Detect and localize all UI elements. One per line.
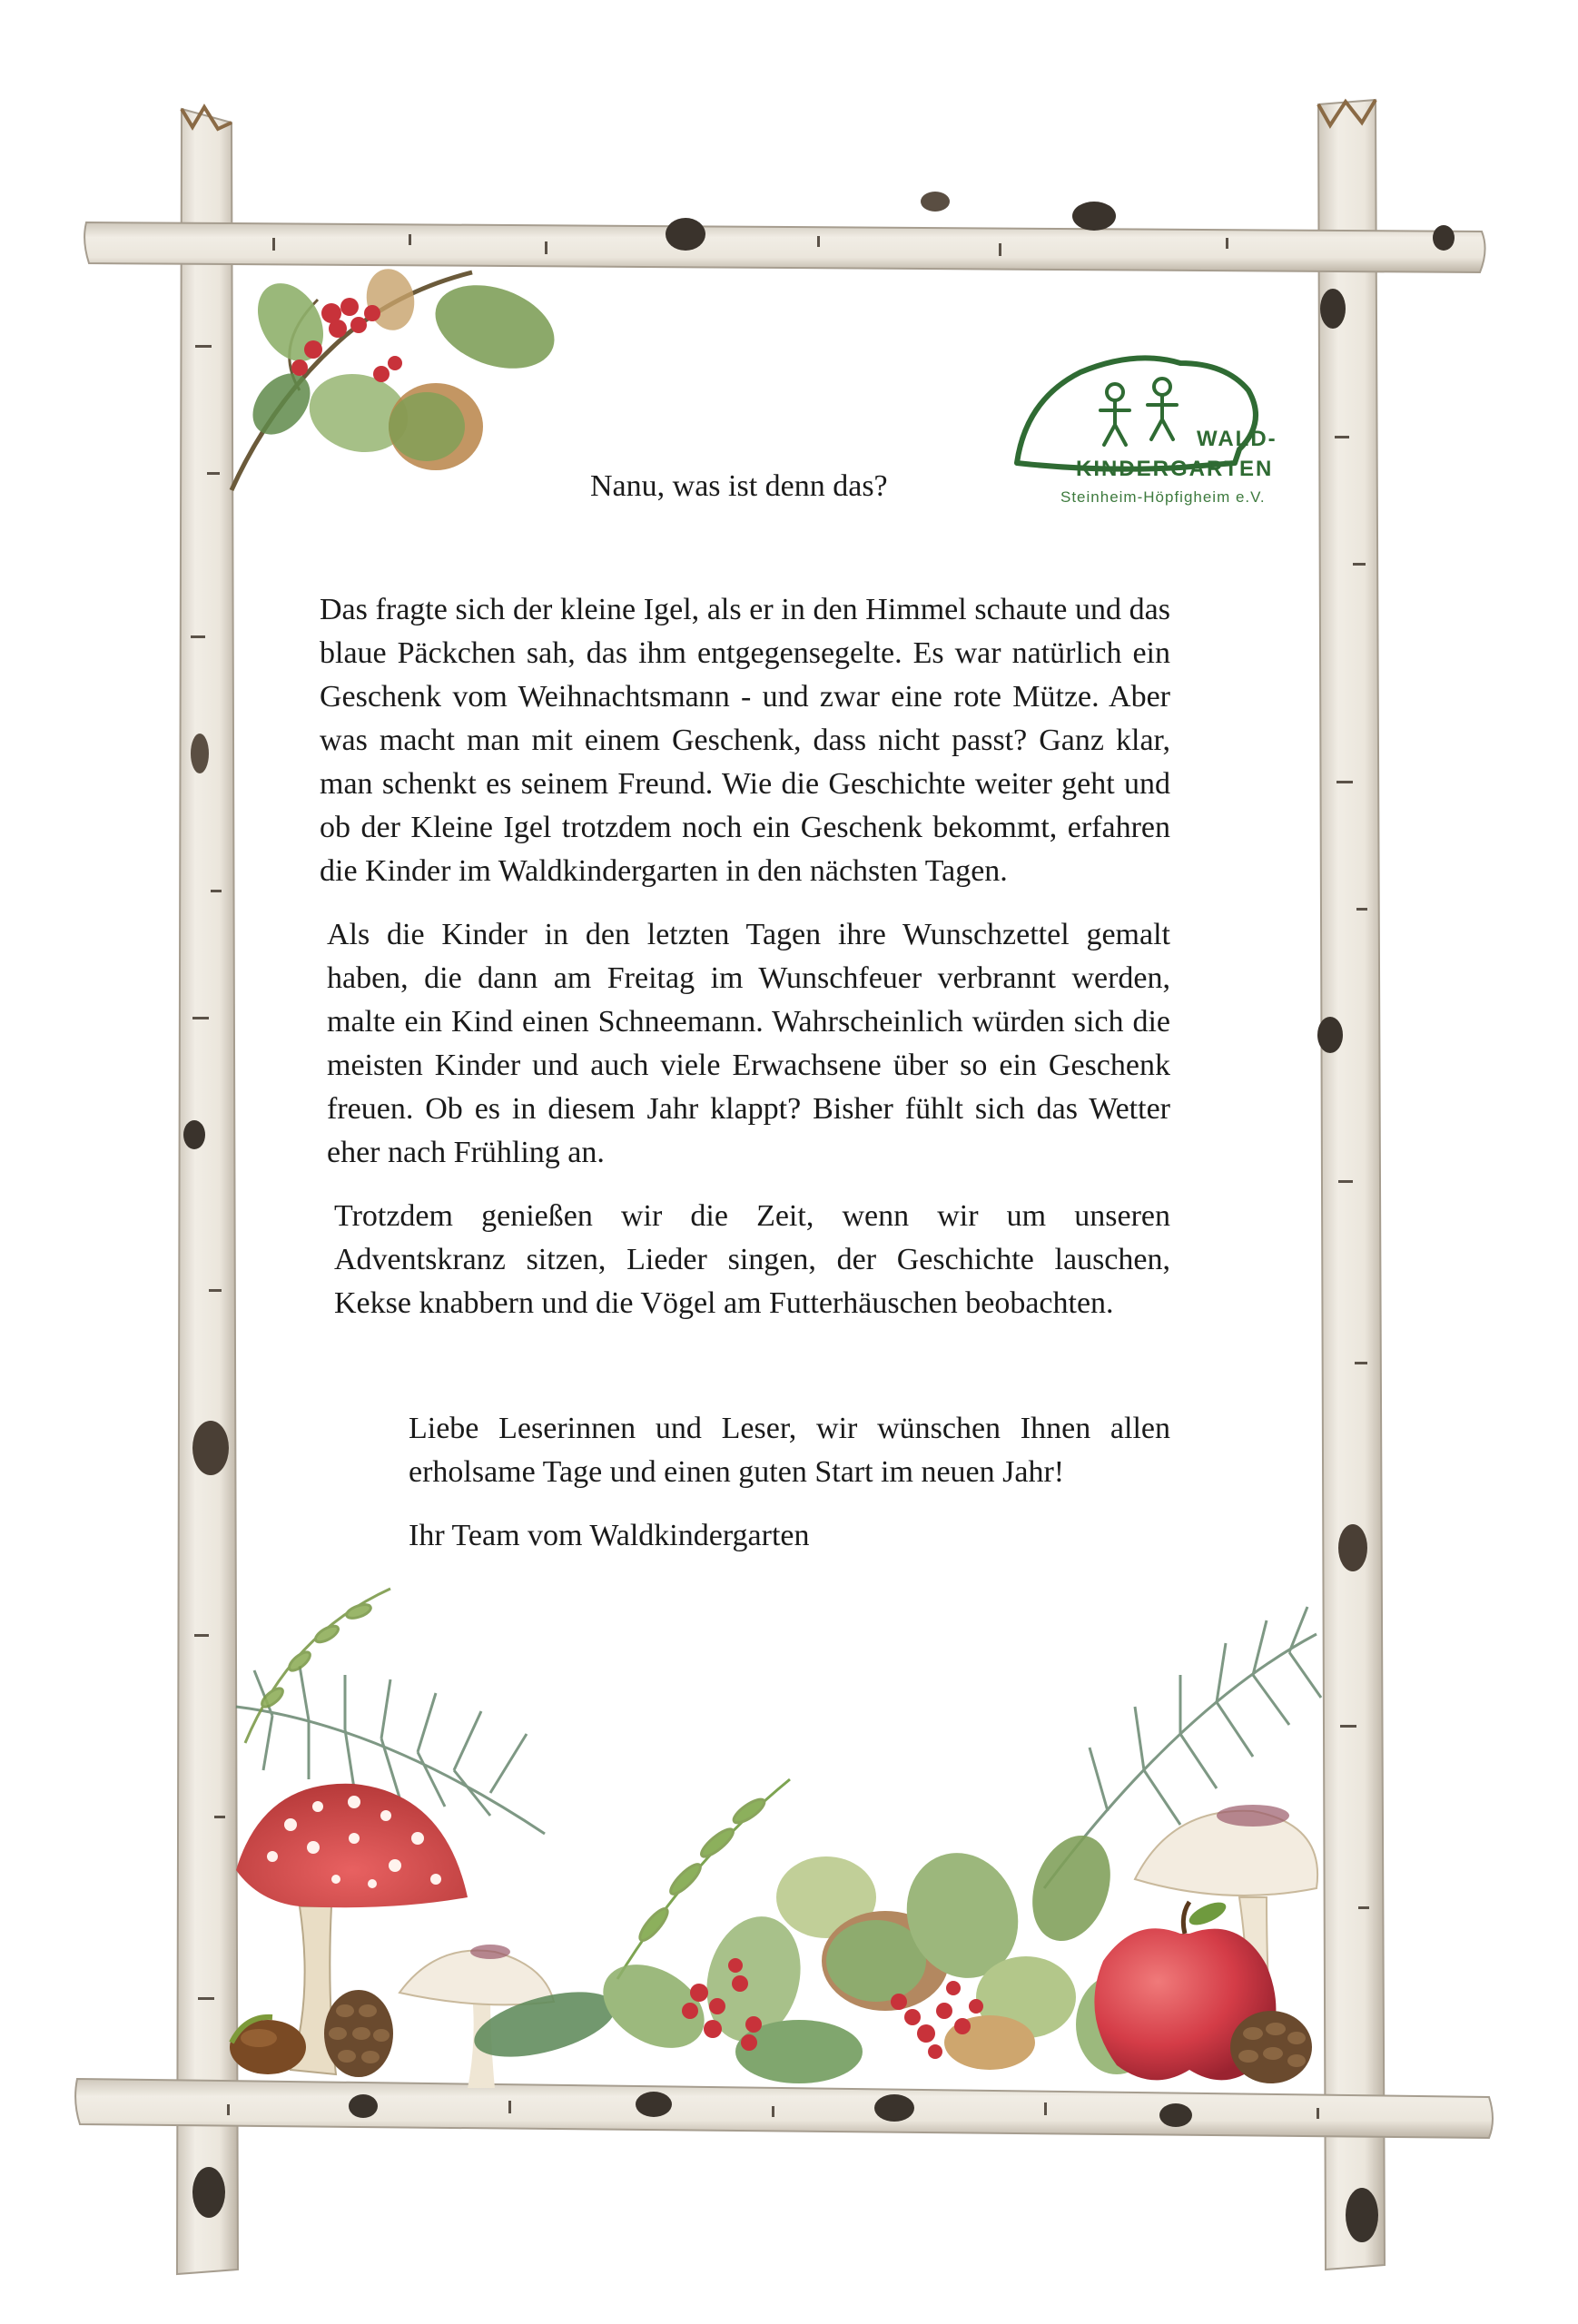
logo-name-line2: KINDERGARTEN: [1076, 457, 1274, 481]
berry-branch-icon: [232, 265, 566, 490]
leaf-cluster-icon: [468, 1825, 1158, 2083]
children-figures-icon: [1100, 379, 1177, 445]
letter-signature: Ihr Team vom Waldkindergarten: [409, 1519, 810, 1552]
letter-title: Nanu, was ist denn das?: [590, 469, 888, 503]
forest-floor-decoration: [230, 1589, 1321, 2088]
letter-paragraph: Das fragte sich der kleine Igel, als er in den Himmel schaute und das blaue Päckchen sah, das ihm entgegensegelte. Es war natürlich ein Geschenk vom Weihnachtsmann - und zwar eine rote Mütze. Aber was macht man mit einem Geschenk, dass nicht passt? Ganz klar, man schenkt es seinem Freund. Wie die Geschichte weiter geht und ob der Kleine Igel trotzdem noch ein Geschenk bekommt, erfahren die Kinder im Waldkindergarten in den nächsten Tagen.: [320, 593, 1170, 888]
kindergarten-logo: [1017, 358, 1256, 468]
letter-paragraph: Trotzdem genießen wir die Zeit, wenn wir um unseren Adventskranz sitzen, Lieder singen, der Geschichte lauschen, Kekse knabbern und die Vögel am Futterhäuschen beobachten.: [334, 1199, 1170, 1320]
birch-branch-right: [1317, 100, 1385, 2270]
birch-branch-top: [84, 192, 1484, 272]
birch-branch-left: [177, 107, 238, 2274]
chestnut-icon: [230, 2017, 306, 2074]
letter-paragraph: Als die Kinder in den letzten Tagen ihre Wunschzettel gemalt haben, die dann am Freitag im Wunschfeuer verbrannt werden, malte ein Kind einen Schneemann. Wahrscheinlich würden sich die meisten Kinder und auch viele Erwachsene über so ein Geschenk freuen. Ob es in diesem Jahr klappt? Bisher fühlt sich das Wetter eher nach Frühling an.: [327, 918, 1170, 1169]
logo-location: Steinheim-Höpfigheim e.V.: [1060, 488, 1266, 506]
pine-cone-icon-right: [1230, 2011, 1312, 2083]
letter-greeting: Liebe Leserinnen und Leser, wir wünschen Ihnen allen erholsame Tage und einen guten Start im neuen Jahr!: [409, 1412, 1170, 1489]
birch-branch-bottom: [75, 2079, 1493, 2138]
logo-name-line1: WALD-: [1197, 427, 1277, 451]
pine-cone-icon: [324, 1990, 393, 2077]
